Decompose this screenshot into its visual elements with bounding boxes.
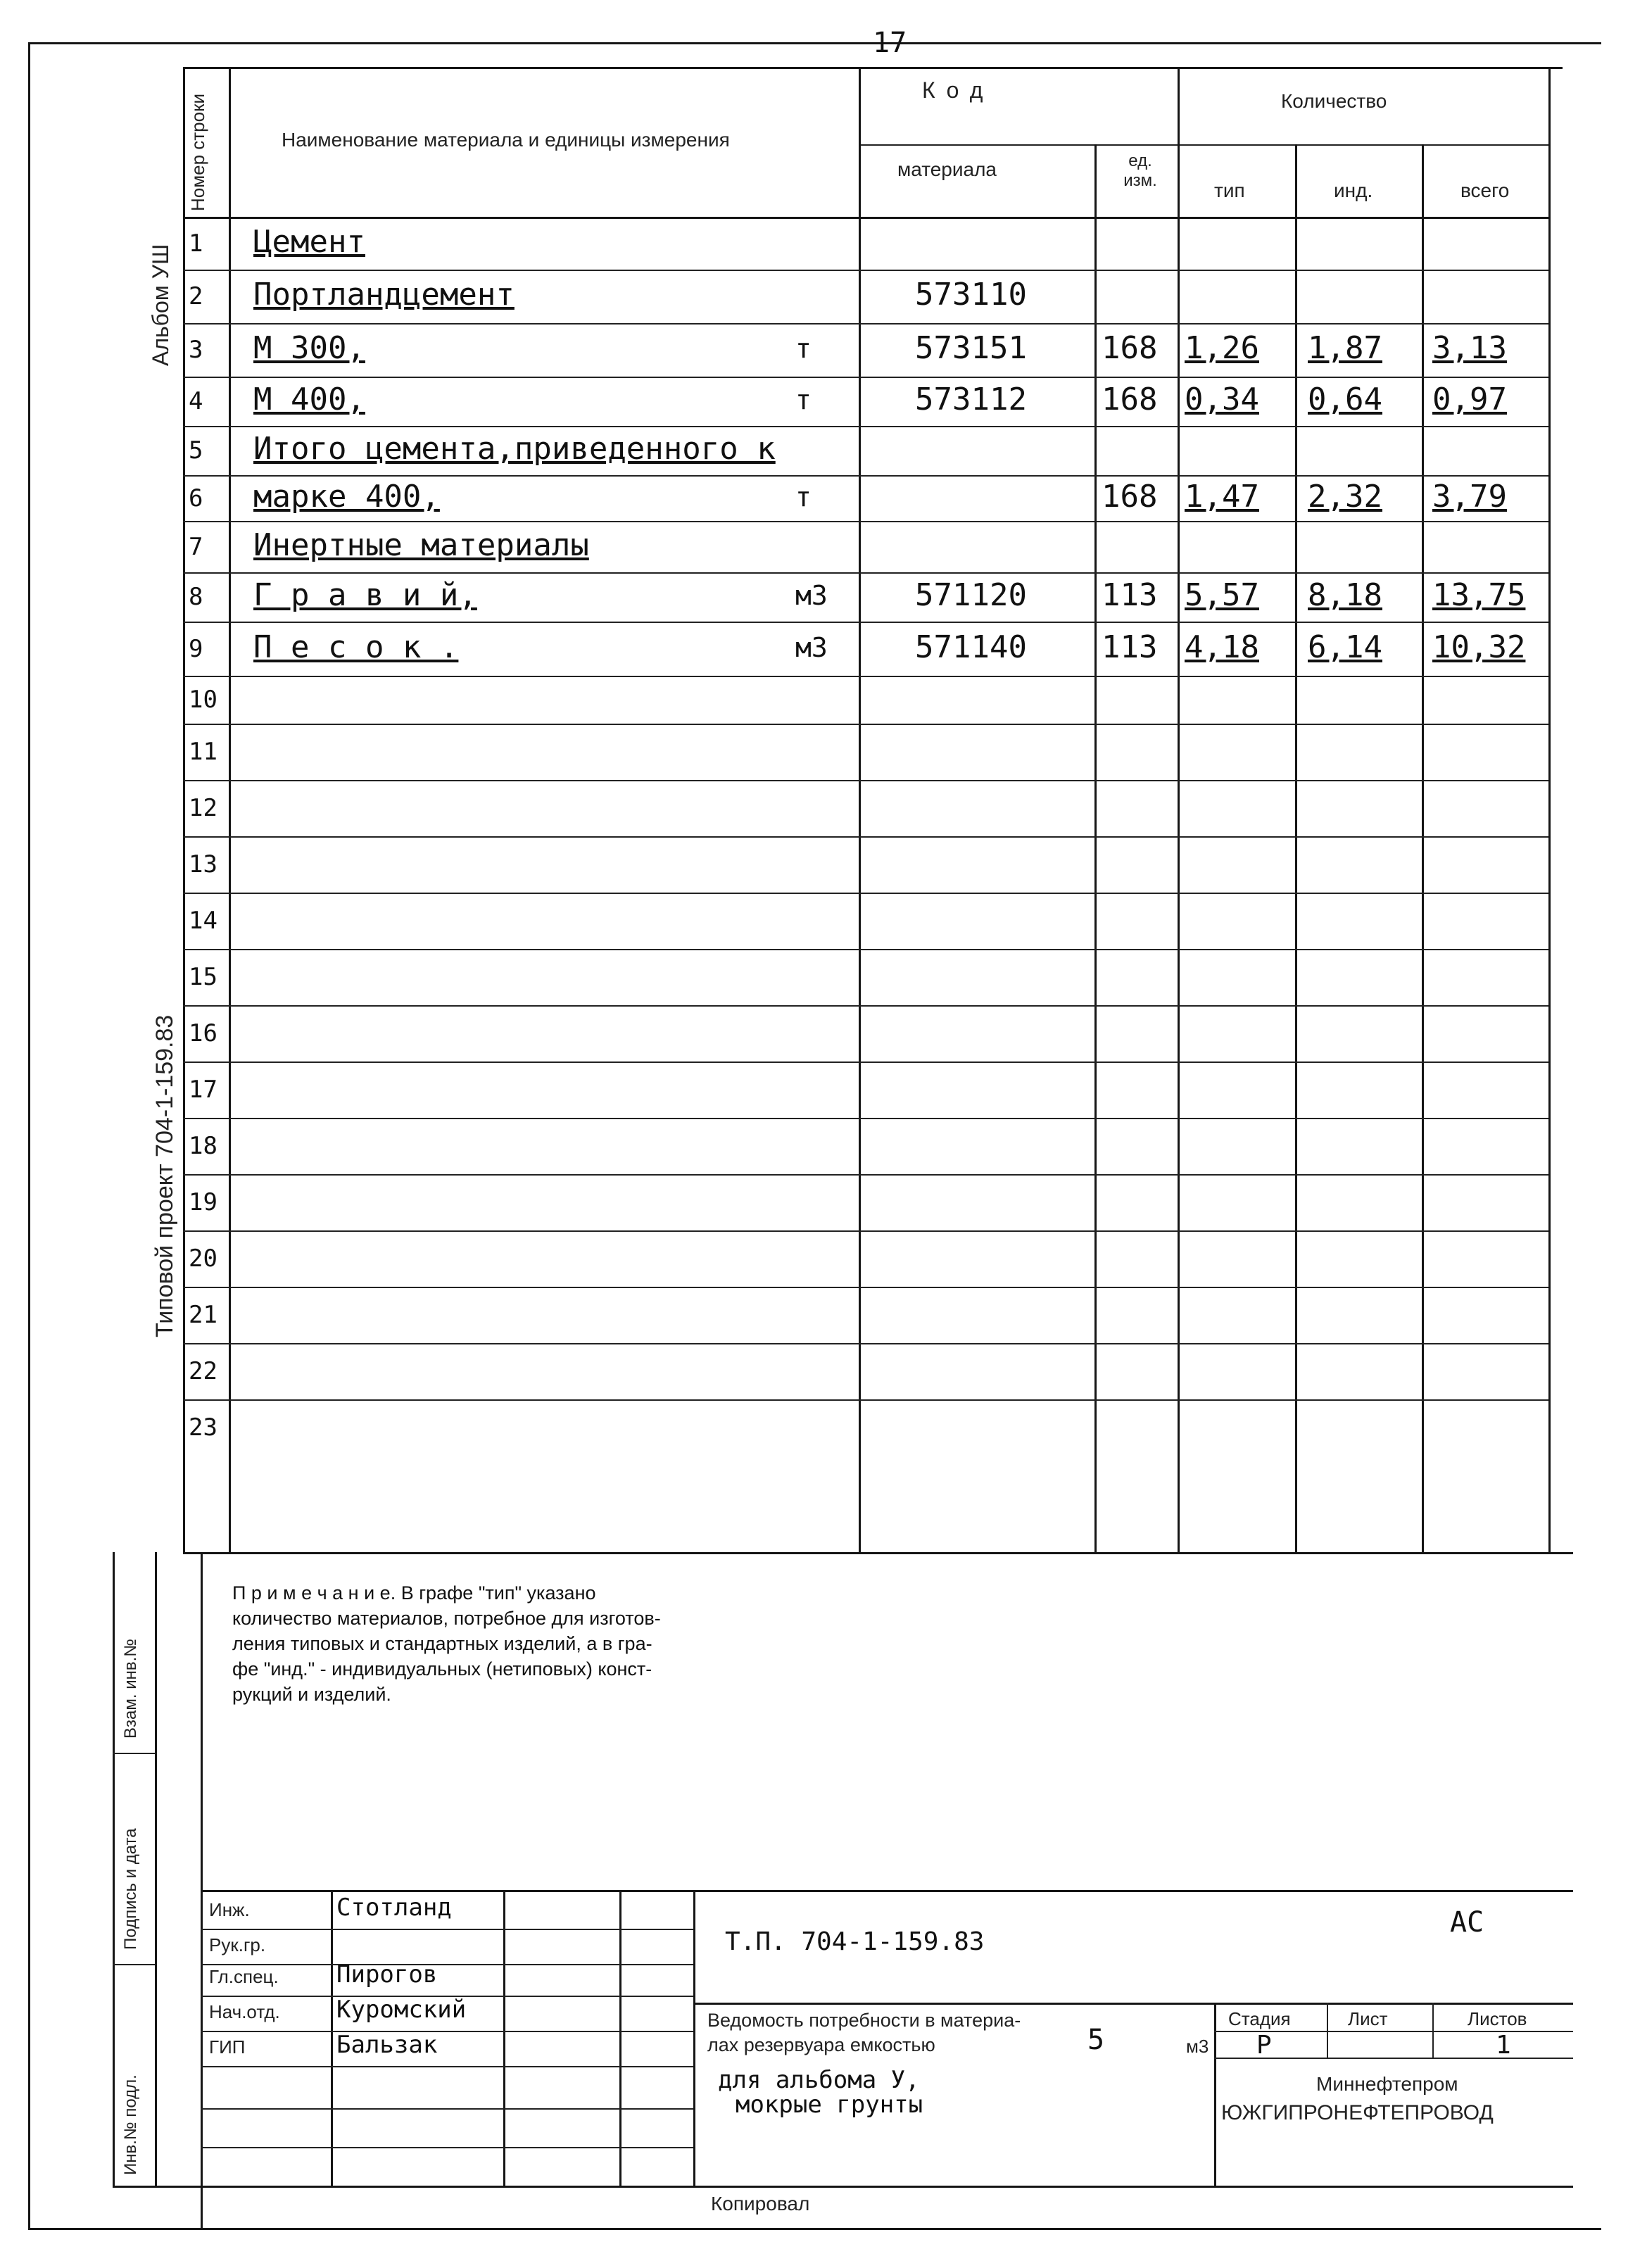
row-number: 2 — [189, 282, 203, 310]
tb-capacity: 5 — [1087, 2024, 1105, 2056]
tb-signer-name: Куромский — [336, 1996, 467, 2024]
row-number: 22 — [189, 1357, 217, 1385]
tb-row-line — [201, 2031, 693, 2032]
note-block — [232, 1580, 936, 1707]
row-number: 11 — [189, 738, 217, 766]
tb-col-desc — [693, 1890, 695, 2186]
tb-signer-name: Бальзак — [336, 2031, 438, 2059]
stamp-left — [113, 1552, 115, 2186]
row-name: Портландцемент — [253, 277, 515, 313]
row-number: 14 — [189, 907, 217, 935]
tb-desc-4: мокрые грунты — [736, 2091, 923, 2119]
row-line — [183, 521, 1548, 522]
row-number: 17 — [189, 1076, 217, 1104]
row-line — [183, 323, 1548, 325]
project-label: Типовой проект 704-1-159.83 — [151, 1014, 178, 1337]
row-name: Итого цемента,приведенного к — [253, 431, 776, 467]
row-line — [183, 572, 1548, 574]
row-line — [183, 622, 1548, 623]
row-qty-ind: 6,14 — [1308, 629, 1382, 665]
row-qty-typ: 0,34 — [1185, 382, 1259, 417]
row-unit: т — [795, 333, 812, 364]
row-line — [183, 1399, 1548, 1401]
row-number: 15 — [189, 963, 217, 991]
row-number: 1 — [189, 229, 203, 258]
table-bottom — [183, 1552, 1573, 1554]
tb-role: Инж. — [209, 1899, 250, 1920]
stamp-inv: Инв.№ подл. — [121, 2074, 140, 2175]
row-number: 13 — [189, 850, 217, 878]
row-line — [183, 1230, 1548, 1232]
stamp-podpis: Подпись и дата — [121, 1828, 140, 1950]
row-code: 573112 — [915, 382, 1027, 417]
tb-code: Т.П. 704-1-159.83 — [725, 1927, 985, 1956]
row-number: 4 — [189, 387, 203, 415]
row-qty-ind: 2,32 — [1308, 478, 1382, 515]
tb-col-name — [331, 1890, 333, 2186]
row-number: 23 — [189, 1413, 217, 1442]
row-number: 3 — [189, 336, 203, 364]
tb-col-date — [619, 1890, 621, 2186]
row-line — [183, 475, 1548, 477]
row-unit-code: 168 — [1102, 330, 1158, 366]
tb-role: ГИП — [209, 2036, 246, 2058]
row-name: марке 400, — [253, 478, 440, 515]
tb-desc-1: Ведомость потребности в материа- — [707, 2010, 1021, 2031]
row-number: 21 — [189, 1301, 217, 1329]
row-unit: м3 — [795, 631, 828, 663]
header-bottom — [183, 217, 1548, 219]
row-line — [183, 893, 1548, 894]
header-quantity: Количество — [1281, 90, 1387, 112]
row-number: 19 — [189, 1188, 217, 1216]
header-code: Код — [922, 77, 995, 103]
row-qty-total: 3,79 — [1432, 478, 1507, 515]
row-unit: т — [795, 481, 812, 512]
tb-org: ЮЖГИПРОНЕФТЕПРОВОД — [1221, 2101, 1494, 2124]
album-label: Альбом УШ — [148, 244, 173, 366]
row-qty-total: 10,32 — [1432, 629, 1526, 665]
tb-stage-value: Р — [1256, 2031, 1272, 2060]
row-line — [183, 377, 1548, 378]
row-qty-typ: 5,57 — [1185, 577, 1259, 613]
col-line-ucode — [1094, 144, 1097, 1552]
header-qty-total: всего — [1460, 179, 1510, 201]
row-name: Г р а в и й, — [253, 577, 477, 613]
row-qty-typ: 1,47 — [1185, 478, 1259, 515]
row-unit-code: 168 — [1102, 382, 1158, 417]
tb-desc-3: для альбома У, — [718, 2066, 920, 2094]
row-qty-typ: 4,18 — [1185, 629, 1259, 665]
stamp-vzam: Взам. инв.№ — [121, 1638, 140, 1739]
header-code-material: материала — [897, 158, 997, 180]
header-code-unit: ед. изм. — [1123, 151, 1157, 190]
row-line — [183, 1061, 1548, 1063]
tb-ministry: Миннефтепром — [1316, 2073, 1458, 2095]
tb-mark: АС — [1450, 1906, 1484, 1939]
row-number: 7 — [189, 532, 203, 561]
note-line-2: количество материалов, потребное для изготов- — [232, 1608, 661, 1629]
frame-bottom — [28, 2228, 1601, 2230]
frame-left — [28, 42, 30, 2228]
col-line-code — [859, 67, 861, 1552]
row-number: 10 — [189, 686, 217, 714]
table-top — [183, 67, 1563, 69]
row-qty-typ: 1,26 — [1185, 330, 1259, 366]
frame-top — [28, 42, 1601, 44]
tb-cap-unit: м3 — [1186, 2036, 1209, 2057]
row-line — [183, 724, 1548, 725]
header-qty-ind: инд. — [1334, 179, 1373, 201]
col-line-qty — [1178, 67, 1180, 1552]
row-qty-ind: 8,18 — [1308, 577, 1382, 613]
row-line — [183, 1005, 1548, 1007]
row-number: 8 — [189, 583, 203, 611]
row-unit-code: 168 — [1102, 478, 1158, 515]
row-qty-total: 3,13 — [1432, 330, 1507, 366]
row-line — [183, 949, 1548, 950]
row-line — [183, 676, 1548, 677]
row-line — [183, 836, 1548, 838]
tb-code-bottom — [693, 2003, 1573, 2005]
row-number: 16 — [189, 1019, 217, 1047]
tb-col-sheet — [1327, 2003, 1328, 2058]
row-number: 12 — [189, 794, 217, 822]
row-number: 5 — [189, 436, 203, 465]
tb-row-line — [201, 1929, 693, 1930]
page-number: 17 — [873, 27, 907, 59]
tb-sheets-value: 1 — [1496, 2031, 1511, 2060]
stamp-line-1 — [113, 1753, 155, 1754]
col-line-ind — [1295, 144, 1297, 1552]
row-line — [183, 780, 1548, 781]
stamp-line-2 — [113, 1964, 155, 1965]
row-number: 9 — [189, 634, 203, 663]
row-line — [183, 1118, 1548, 1119]
row-unit-code: 113 — [1102, 577, 1158, 613]
tb-col-sheets — [1432, 2003, 1434, 2058]
tb-bottom — [201, 2186, 1573, 2188]
footer-copied: Копировал — [711, 2193, 810, 2215]
col-line-total — [1422, 144, 1424, 1552]
row-number: 20 — [189, 1245, 217, 1273]
tb-role: Гл.спец. — [209, 1966, 279, 1987]
row-code: 573110 — [915, 277, 1027, 313]
tb-row-line — [201, 1964, 693, 1965]
tb-row-line — [201, 2147, 693, 2148]
stamp-mid — [155, 1552, 157, 2186]
row-name: М 400, — [253, 382, 365, 417]
stamp-bottom — [113, 2186, 211, 2188]
col-line-name — [229, 67, 231, 1552]
row-name: П е с о к . — [253, 629, 459, 665]
table-right — [1548, 67, 1551, 1552]
tb-stage-label: Стадия — [1228, 2008, 1291, 2029]
tb-col-sign — [503, 1890, 505, 2186]
row-line — [183, 270, 1548, 271]
tb-role: Рук.гр. — [209, 1934, 266, 1955]
header-name: Наименование материала и единицы измерения — [282, 129, 730, 151]
note-line-5: рукций и изделий. — [232, 1684, 391, 1705]
row-qty-ind: 1,87 — [1308, 330, 1382, 366]
row-unit: т — [795, 384, 812, 415]
tb-role: Нач.отд. — [209, 2001, 280, 2022]
row-line — [183, 1343, 1548, 1344]
row-line — [183, 426, 1548, 427]
row-number: 18 — [189, 1132, 217, 1160]
row-unit-code: 113 — [1102, 629, 1158, 665]
tb-desc-2: лах резервуара емкостью — [707, 2034, 935, 2055]
note-line-1: П р и м е ч а н и е. В графе "тип" указано — [232, 1582, 596, 1604]
tb-sheets-label: Листов — [1468, 2008, 1527, 2029]
note-line-3: ления типовых и стандартных изделий, а в гра- — [232, 1633, 652, 1654]
tb-row-line — [201, 2108, 693, 2110]
tb-top — [201, 1890, 1573, 1892]
tb-col-stage — [1214, 2003, 1216, 2186]
row-name: Инертные материалы — [253, 527, 589, 563]
table-left — [183, 67, 185, 1552]
row-line — [183, 1287, 1548, 1288]
row-qty-total: 0,97 — [1432, 382, 1507, 417]
row-code: 571140 — [915, 629, 1027, 665]
row-qty-ind: 0,64 — [1308, 382, 1382, 417]
row-number: 6 — [189, 484, 203, 512]
header-qty-typ: тип — [1214, 179, 1245, 201]
row-code: 571120 — [915, 577, 1027, 613]
note-line-4: фе "инд." - индивидуальных (нетиповых) конст- — [232, 1658, 652, 1680]
row-name: М 300, — [253, 330, 365, 366]
row-name: Цемент — [253, 223, 365, 260]
row-unit: м3 — [795, 580, 828, 611]
row-code: 573151 — [915, 330, 1027, 366]
tb-signer-name: Стотланд — [336, 1894, 452, 1922]
row-qty-total: 13,75 — [1432, 577, 1526, 613]
tb-sheet-label: Лист — [1348, 2008, 1388, 2029]
header-sub-line — [859, 144, 1548, 146]
header-row-number: Номер строки — [187, 94, 208, 211]
row-line — [183, 1174, 1548, 1176]
tb-row-line — [201, 2066, 693, 2067]
tb-signer-name: Пирогов — [336, 1960, 438, 1989]
